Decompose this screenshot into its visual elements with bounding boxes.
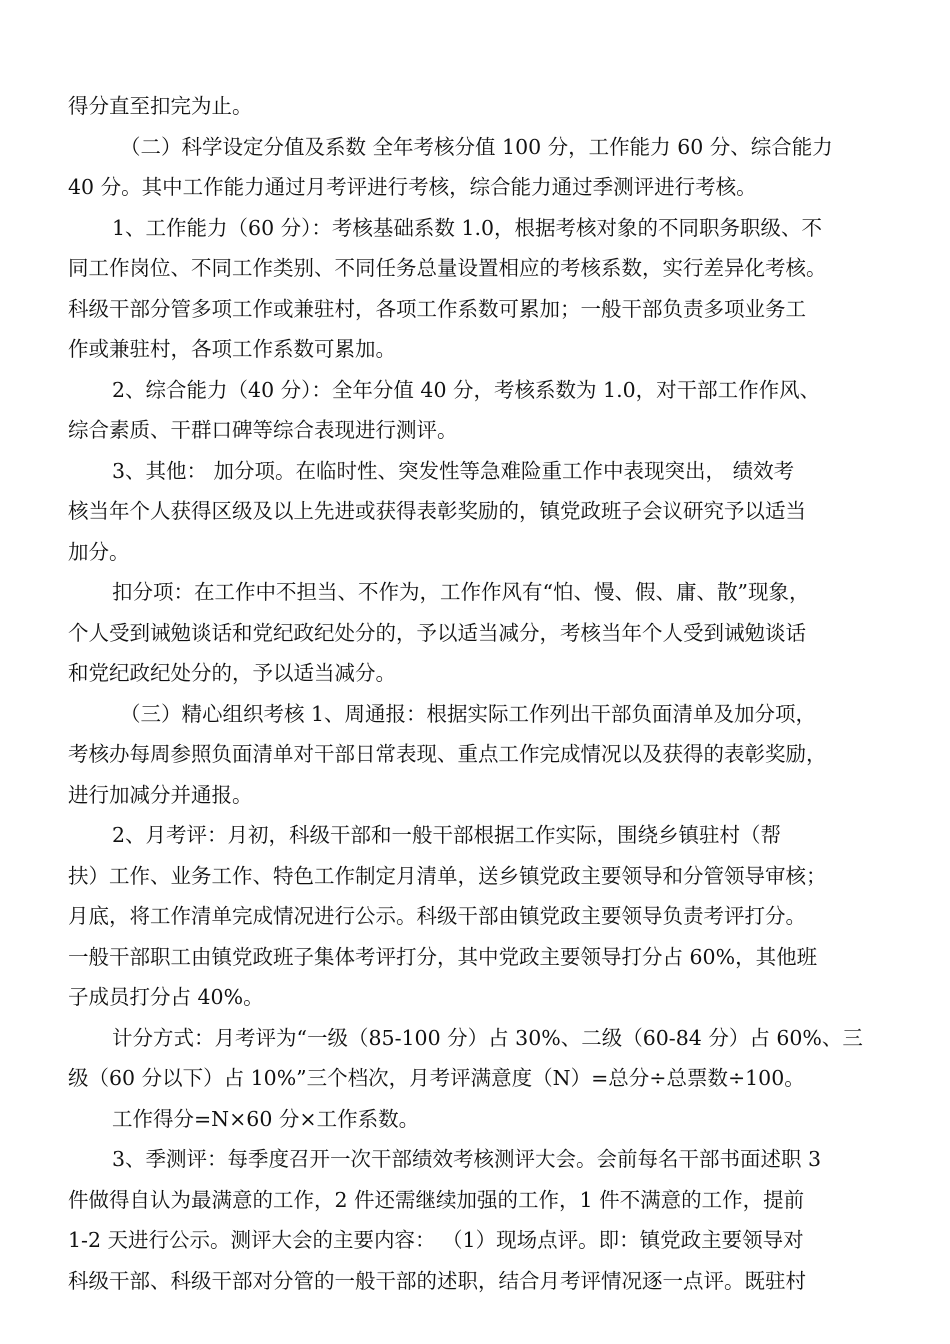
text-line: 同工作岗位、不同工作类别、不同任务总量设置相应的考核系数，实行差异化考核。	[68, 256, 827, 280]
text-line: 得分直至扣完为止。	[68, 94, 253, 118]
text-line: 综合素质、干群口碑等综合表现进行测评。	[68, 418, 458, 442]
text-line: 核当年个人获得区级及以上先进或获得表彰奖励的，镇党政班子会议研究予以适当	[68, 499, 806, 523]
text-line: 计分方式：月考评为“一级（85-100 分）占 30%、二级（60-84 分）占 60%、三	[112, 1025, 863, 1050]
text-line: 子成员打分占 40%。	[68, 985, 264, 1009]
text-line: 和党纪政纪处分的，予以适当减分。	[68, 661, 396, 685]
text-line: 1、工作能力（60 分）：考核基础系数 1.0，根据考核对象的不同职务职级、不	[112, 215, 823, 240]
text-line: 2、月考评：月初，科级干部和一般干部根据工作实际，围绕乡镇驻村（帮	[112, 823, 782, 847]
text-line: 件做得自认为最满意的工作，2 件还需继续加强的工作，1 件不满意的工作，提前	[68, 1187, 805, 1212]
text-line: 加分。	[68, 539, 130, 564]
text-line: 个人受到诫勉谈话和党纪政纪处分的，予以适当减分，考核当年个人受到诫勉谈话	[68, 620, 806, 645]
text-line: 一般干部职工由镇党政班子集体考评打分，其中党政主要领导打分占 60%，其他班	[68, 944, 818, 969]
document-page	[68, 86, 884, 1301]
text-line: 科级干部、科级干部对分管的一般干部的述职，结合月考评情况逐一点评。既驻村	[68, 1268, 806, 1293]
text-line: 3、季测评：每季度召开一次干部绩效考核测评大会。会前每名干部书面述职 3	[112, 1147, 822, 1171]
text-line: 作或兼驻村，各项工作系数可累加。	[68, 337, 396, 361]
text-line: （三）精心组织考核 1、周通报：根据实际工作列出干部负面清单及加分项，	[120, 701, 817, 726]
text-line: 扣分项：在工作中不担当、不作为，工作作风有“怕、慢、假、庸、散”现象，	[112, 580, 810, 604]
text-line: 3、其他： 加分项。在临时性、突发性等急难险重工作中表现突出， 绩效考	[112, 458, 795, 483]
text-line: 2、综合能力（40 分）：全年分值 40 分，考核系数为 1.0，对干部工作作风、	[112, 377, 821, 402]
text-line: 级（60 分以下）占 10%”三个档次，月考评满意度（N）=总分÷总票数÷100。	[68, 1066, 805, 1090]
text-line: 扶）工作、业务工作、特色工作制定月清单，送乡镇党政主要领导和分管领导审核；	[68, 863, 827, 888]
text-line: 进行加减分并通报。	[68, 782, 253, 807]
text-line: 工作得分=N×60 分×工作系数。	[112, 1106, 420, 1131]
text-line: 科级干部分管多项工作或兼驻村，各项工作系数可累加；一般干部负责多项业务工	[68, 296, 806, 321]
text-line: 考核办每周参照负面清单对干部日常表现、重点工作完成情况以及获得的表彰奖励，	[68, 742, 827, 766]
text-line: 1-2 天进行公示。测评大会的主要内容： （1）现场点评。即：镇党政主要领导对	[68, 1228, 804, 1252]
text-line: 月底，将工作清单完成情况进行公示。科级干部由镇党政主要领导负责考评打分。	[68, 904, 806, 928]
text-line: 40 分。其中工作能力通过月考评进行考核，综合能力通过季测评进行考核。	[68, 175, 757, 199]
text-line: （二）科学设定分值及系数 全年考核分值 100 分，工作能力 60 分、综合能力	[120, 134, 833, 159]
